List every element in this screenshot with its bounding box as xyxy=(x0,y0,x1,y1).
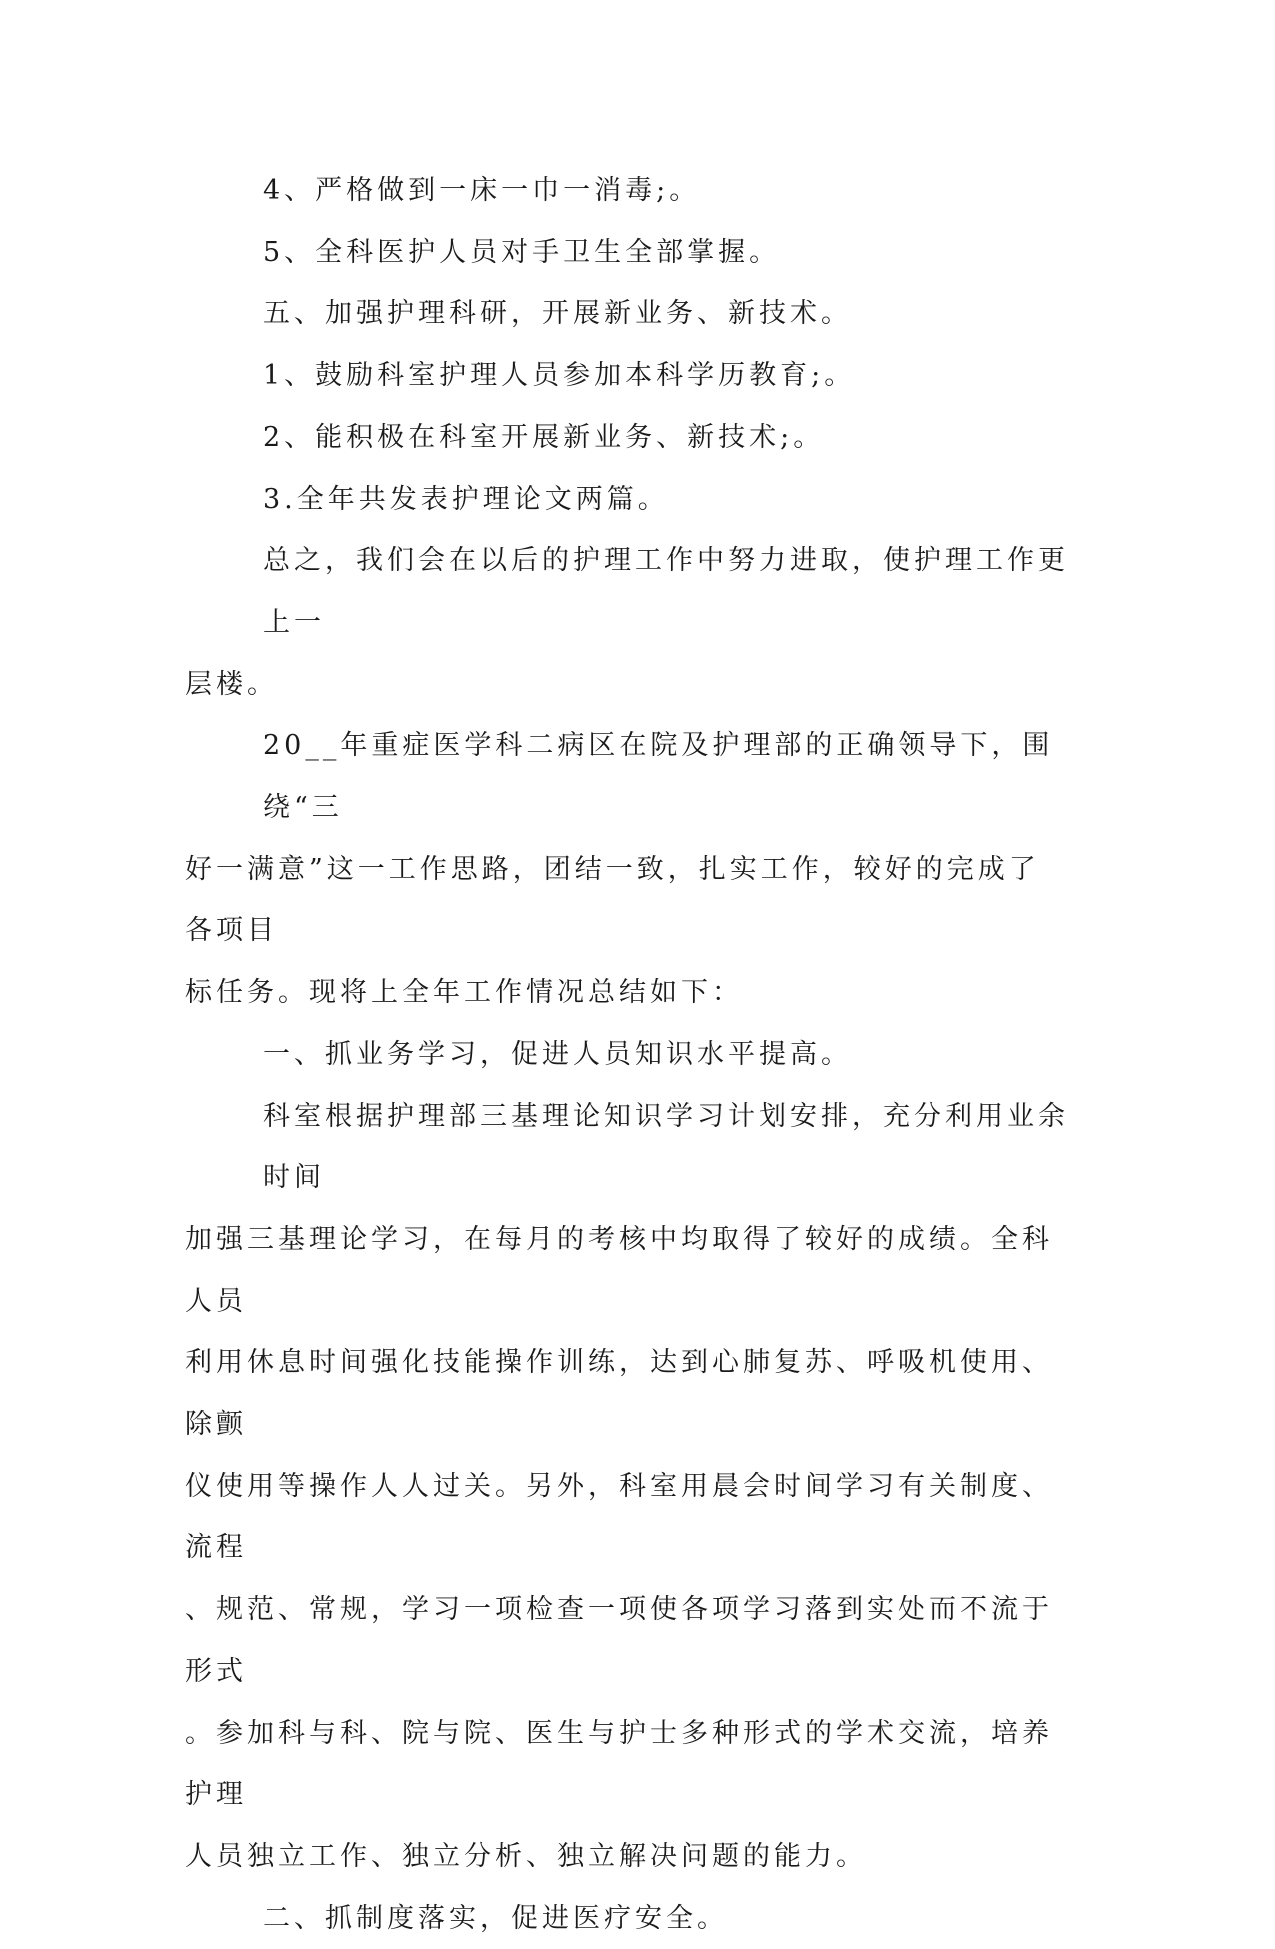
paragraph-item-5 xyxy=(185,222,1070,284)
text-line: 五、加强护理科研，开展新业务、新技术。 xyxy=(263,298,852,330)
text-line: 标任务。现将上全年工作情况总结如下： xyxy=(185,977,743,1009)
paragraph-summary xyxy=(185,530,1070,715)
text-line: 4、严格做到一床一巾一消毒;。 xyxy=(263,175,701,206)
paragraph-study xyxy=(185,1086,1070,1888)
text-line: 、规范、常规，学习一项检查一项使各项学习落到实处而不流于形式 xyxy=(185,1594,1053,1687)
section-heading-2 xyxy=(185,1888,1070,1949)
paragraph-item-4 xyxy=(185,160,1070,222)
paragraph-intro xyxy=(185,715,1070,1024)
section-heading-1 xyxy=(185,1024,1070,1086)
text-line: 人员独立工作、独立分析、独立解决问题的能力。 xyxy=(185,1840,867,1872)
text-line: 科室根据护理部三基理论知识学习计划安排，充分利用业余时间 xyxy=(263,1100,1069,1194)
paragraph-item-1 xyxy=(185,345,1070,407)
text-line: 层楼。 xyxy=(185,668,278,700)
section-heading-5 xyxy=(185,283,1070,345)
text-line: 5、全科医护人员对手卫生全部掌握。 xyxy=(263,236,781,268)
document-body xyxy=(185,160,1070,1949)
paragraph-item-3 xyxy=(185,469,1070,531)
text-line: 3.全年共发表护理论文两篇。 xyxy=(263,483,669,515)
text-line: 仪使用等操作人人过关。另外，科室用晨会时间学习有关制度、流程 xyxy=(185,1470,1053,1564)
text-line: 加强三基理论学习，在每月的考核中均取得了较好的成绩。全科人员 xyxy=(185,1223,1053,1317)
text-line: 2、能积极在科室开展新业务、新技术;。 xyxy=(263,421,825,453)
text-line: 20__年重症医学科二病区在院及护理部的正确领导下，围绕“三 xyxy=(263,730,1054,824)
text-line: 一、抓业务学习，促进人员知识水平提高。 xyxy=(263,1038,852,1070)
text-line: 二、抓制度落实，促进医疗安全。 xyxy=(263,1902,728,1934)
text-line: 好一满意”这一工作思路，团结一致，扎实工作，较好的完成了各项目 xyxy=(185,853,1040,947)
text-line: 总之，我们会在以后的护理工作中努力进取，使护理工作更上一 xyxy=(263,545,1069,638)
paragraph-item-2 xyxy=(185,407,1070,469)
text-line: 1、鼓励科室护理人员参加本科学历教育;。 xyxy=(263,360,856,392)
text-line: 。参加科与科、院与院、医生与护士多种形式的学术交流，培养护理 xyxy=(185,1717,1053,1811)
text-line: 利用休息时间强化技能操作训练，达到心肺复苏、呼吸机使用、除颤 xyxy=(185,1347,1053,1441)
